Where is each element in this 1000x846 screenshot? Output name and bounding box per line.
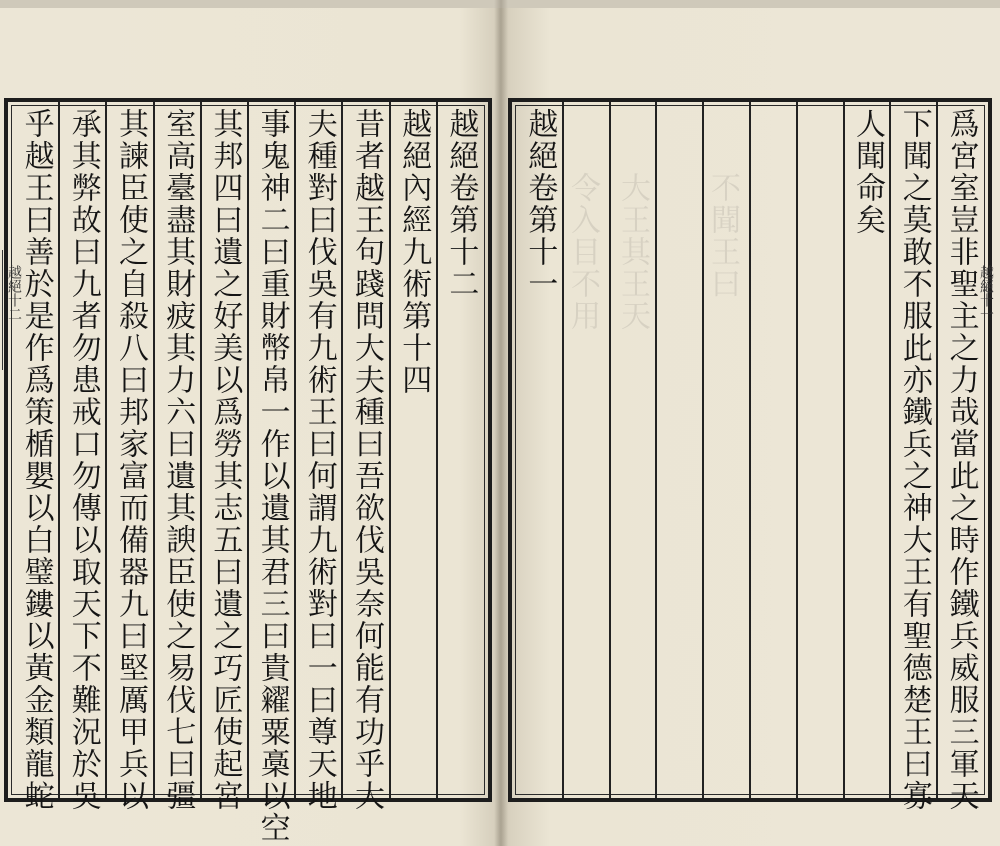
text-column — [342, 108, 389, 812]
column-text: 下聞之莫敢不服此亦鐵兵之神大王有聖德楚王曰寡 — [896, 108, 932, 812]
column-text: 室高臺盡其財疲其力六曰遺其諛臣使之易伐七曰彊 — [160, 108, 196, 812]
text-column — [106, 108, 153, 812]
text-column — [295, 108, 342, 812]
show-through-text-1: 令入目不用 — [565, 140, 600, 332]
text-column — [390, 108, 437, 790]
text-column — [656, 108, 703, 790]
show-through-text-3: 不聞王曰 — [705, 140, 740, 300]
right-margin-label: 越絕十一 — [978, 265, 994, 321]
text-column — [437, 108, 484, 790]
column-text: 越絕內經九術第十四 — [396, 108, 432, 396]
column-text: 其諫臣使之自殺八曰邦家富而備器九曰堅厲甲兵以 — [112, 108, 148, 812]
text-column — [844, 108, 891, 790]
text-column — [797, 108, 844, 790]
column-text: 越絕卷第十一 — [522, 108, 558, 300]
column-text: 事鬼神二曰重財幣帛一作以遺其君三曰貴糴粟槀以空 — [254, 108, 290, 844]
book-gutter — [494, 0, 508, 846]
column-text: 承其弊故曰九者勿患戒口勿傳以取天下不難況於吳 — [65, 108, 101, 812]
column-text: 其邦四曰遺之好美以爲勞其志五曰遺之巧匠使起宮 — [207, 108, 243, 812]
column-text: 爲宮室豈非聖主之力哉當此之時作鐵兵威服三軍天 — [943, 108, 979, 812]
column-text: 昔者越王句踐問大夫種曰吾欲伐吳奈何能有功乎大 — [348, 108, 384, 812]
column-text: 人聞命矣 — [849, 108, 885, 236]
text-column — [890, 108, 937, 812]
text-column — [750, 108, 797, 790]
text-column — [201, 108, 248, 812]
column-text: 乎越王曰善於是作爲策楯嬰以白璧鏤以黃金類龍蛇 — [18, 108, 54, 812]
text-column — [12, 108, 59, 812]
text-column — [248, 108, 295, 844]
left-margin-label: 越絕十二 — [6, 265, 22, 321]
text-column — [59, 108, 106, 812]
text-column — [516, 108, 563, 790]
show-through-text-2: 大王其王天 — [615, 140, 650, 332]
column-text: 越絕卷第十二 — [443, 108, 479, 300]
column-text: 夫種對曰伐吳有九術王曰何謂九術對曰一曰尊天地 — [301, 108, 337, 812]
text-column — [937, 108, 984, 812]
left-edge-rule — [2, 250, 3, 370]
text-column — [154, 108, 201, 812]
